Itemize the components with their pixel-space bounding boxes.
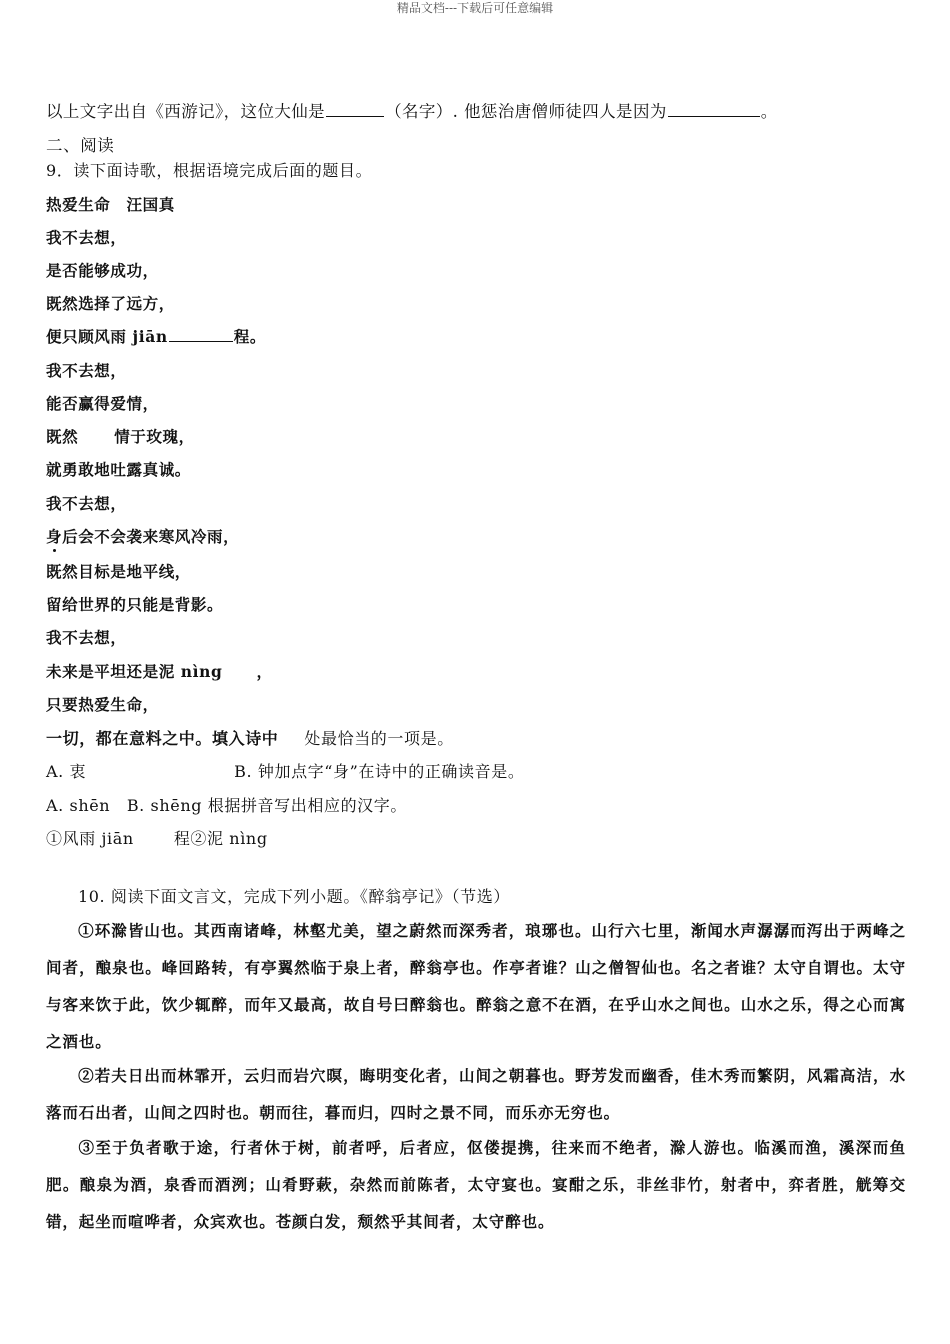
poem-line-5: 我不去想， [46, 361, 127, 380]
poem-line-4-a: 便只顾风雨 jiān [46, 327, 168, 346]
q3-part-a: ①风雨 jiān [46, 829, 134, 848]
poem-line-1: 我不去想， [46, 228, 127, 247]
poem-line-6: 能否赢得爱情， [46, 394, 159, 413]
poem-line-10 [46, 527, 239, 547]
poem-line-7-b: 情于玫瑰， [114, 427, 195, 446]
poem-line-13: 我不去想， [46, 628, 127, 647]
classical-paragraph-2 [46, 1057, 906, 1131]
page-header: 精品文档---下载后可任意编辑 [396, 1, 554, 15]
q8-line [46, 102, 778, 122]
poem-line-14-a: 未来是平坦还是泥 nìng [46, 662, 223, 681]
q8-blank-reason [668, 102, 760, 117]
poem-line-16-a: 一切，都在意料之中。填入诗中 [46, 729, 279, 748]
q8-text-2: （名字）. 他惩治唐僧师徒四人是因为 [385, 102, 667, 121]
poem-line-16 [46, 729, 454, 749]
poem-line-14-b: ， [256, 662, 273, 681]
option-a: A. 衷 [46, 762, 87, 781]
poem-line-7-a: 既然 [46, 427, 79, 446]
q10-prompt: 10. 阅读下面文言文，完成下列小题。《醉翁亭记》（节选） [78, 887, 510, 906]
q8-text-1: 以上文字出自《西游记》，这位大仙是 [46, 102, 326, 121]
q9-prompt: 9．读下面诗歌，根据语境完成后面的题目。 [46, 161, 373, 180]
paragraph-3-text: ③至于负者歌于途，行者休于树，前者呼，后者应，伛偻提携，往来而不绝者，滁人游也。临溪而渔，溪深而鱼肥。酿泉为酒，泉香而酒洌；山肴野蔌，杂然而前陈者，太守宴也。宴酣之乐，非丝非竹，射者中，弈者胜，觥筹交错，起坐而喧哗者，众宾欢也。苍颜白发，颓然乎其间者，太守醉也。 [46, 1138, 906, 1231]
section-title: 二、阅读 [46, 136, 115, 155]
poem-line-15: 只要热爱生命， [46, 695, 159, 714]
q8-blank-name [326, 102, 384, 117]
poem-line-14 [46, 662, 273, 682]
options-line-2: A. shēn B. shēng 根据拼音写出相应的汉字。 [46, 796, 407, 815]
poem-line-8: 就勇敢地吐露真诚。 [46, 460, 191, 479]
poem-title: 热爱生命 汪国真 [46, 195, 175, 214]
poem-line-10-rest: 后会不会袭来寒风冷雨， [62, 527, 240, 546]
q8-text-3: 。 [760, 102, 778, 121]
q3-part-b: 程②泥 nìng [173, 829, 268, 848]
poem-line-9: 我不去想， [46, 494, 127, 513]
option-b-question-2: B. 钟加点字“身”在诗中的正确读音是。 [234, 762, 525, 781]
poem-line-2: 是否能够成功， [46, 261, 159, 280]
poem-line-16-b: 处最恰当的一项是。 [304, 729, 454, 748]
poem-line-4 [46, 327, 266, 347]
poem-line-11: 既然目标是地平线， [46, 562, 191, 581]
paragraph-1-text: ①环滁皆山也。其西南诸峰，林壑尤美，望之蔚然而深秀者，琅琊也。山行六七里，渐闻水声潺潺而泻出于两峰之间者，酿泉也。峰回路转，有亭翼然临于泉上者，醉翁亭也。作亭者谁？山之僧智仙也。名之者谁？太守自谓也。太守与客来饮于此，饮少辄醉，而年又最高，故自号曰醉翁也。醉翁之意不在酒，在乎山水之间也。山水之乐，得之心而寓之酒也。 [46, 921, 906, 1051]
poem-line-7 [46, 427, 195, 447]
options-line-3 [46, 829, 268, 849]
poem-line-12: 留给世界的只能是背影。 [46, 595, 224, 614]
poem-line-3: 既然选择了远方， [46, 294, 175, 313]
classical-paragraph-1 [46, 912, 906, 1060]
paragraph-2-text: ②若夫日出而林霏开，云归而岩穴暝，晦明变化者，山间之朝暮也。野芳发而幽香，佳木秀而繁阴，风霜高洁，水落而石出者，山间之四时也。朝而往，暮而归，四时之景不同，而乐亦无穷也。 [46, 1066, 906, 1122]
poem-line-4-b: 程。 [233, 327, 266, 346]
poem-blank-jian [169, 327, 233, 342]
options-line-1 [46, 762, 524, 782]
dotted-char-shen: 身 [46, 527, 63, 546]
classical-paragraph-3 [46, 1129, 906, 1240]
